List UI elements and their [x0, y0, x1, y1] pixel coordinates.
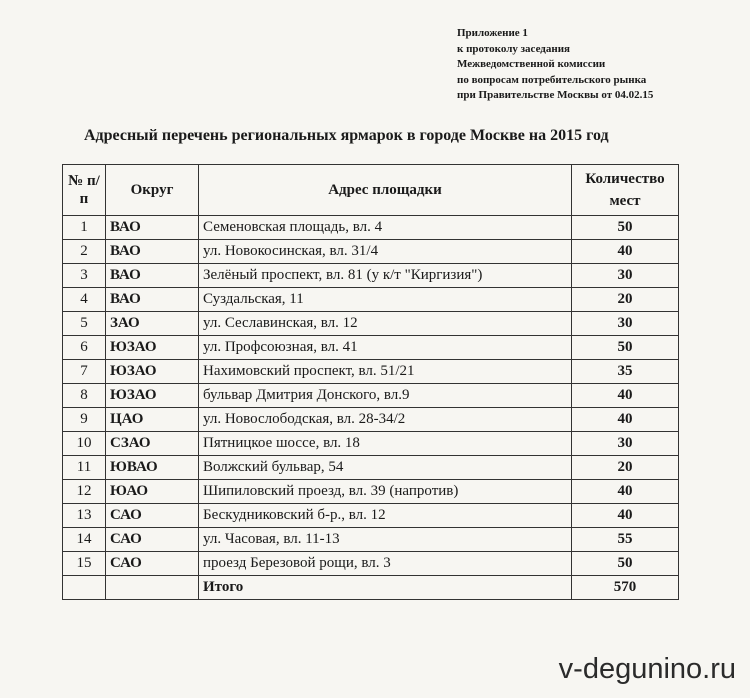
row-district: САО: [106, 504, 199, 528]
appendix-line: Приложение 1: [457, 27, 528, 39]
row-address: Пятницкое шоссе, вл. 18: [199, 432, 572, 456]
row-qty: 20: [572, 288, 679, 312]
table-row: [63, 552, 679, 576]
row-address: ул. Часовая, вл. 11-13: [199, 528, 572, 552]
row-address: ул. Профсоюзная, вл. 41: [199, 336, 572, 360]
row-district: ЮЗАО: [106, 336, 199, 360]
table-row: [63, 336, 679, 360]
appendix-note: [457, 26, 653, 104]
row-district: ЦАО: [106, 408, 199, 432]
row-qty: 55: [572, 528, 679, 552]
row-num: 1: [63, 216, 106, 240]
row-qty: 35: [572, 360, 679, 384]
row-qty: 50: [572, 216, 679, 240]
table-row: [63, 408, 679, 432]
row-address: Зелёный проспект, вл. 81 (у к/т "Киргизия"): [199, 264, 572, 288]
table-row: [63, 360, 679, 384]
row-qty: 40: [572, 408, 679, 432]
header-address: Адрес площадки: [199, 165, 572, 216]
row-address: ул. Новокосинская, вл. 31/4: [199, 240, 572, 264]
row-address: Семеновская площадь, вл. 4: [199, 216, 572, 240]
table-row: [63, 528, 679, 552]
table-row: [63, 384, 679, 408]
row-num: 2: [63, 240, 106, 264]
total-row: [63, 576, 679, 600]
appendix-line: по вопросам потребительского рынка: [457, 73, 647, 86]
row-address: Нахимовский проспект, вл. 51/21: [199, 360, 572, 384]
table-row: [63, 288, 679, 312]
row-num: 13: [63, 504, 106, 528]
fairs-table: [62, 164, 679, 600]
row-district: ЗАО: [106, 312, 199, 336]
table-row: [63, 264, 679, 288]
header-num: № п/п: [63, 165, 106, 216]
row-district: ЮЗАО: [106, 384, 199, 408]
row-district: СЗАО: [106, 432, 199, 456]
row-num: 5: [63, 312, 106, 336]
row-district: САО: [106, 528, 199, 552]
row-qty: 40: [572, 480, 679, 504]
row-num: 15: [63, 552, 106, 576]
row-num: 8: [63, 384, 106, 408]
table-row: [63, 240, 679, 264]
row-qty: 30: [572, 432, 679, 456]
row-address: бульвар Дмитрия Донского, вл.9: [199, 384, 572, 408]
row-qty: 50: [572, 336, 679, 360]
table-row: [63, 480, 679, 504]
row-district: ЮВАО: [106, 456, 199, 480]
appendix-line: Межведомственной комиссии: [457, 58, 606, 70]
header-district: Округ: [106, 165, 199, 216]
total-num-cell: [63, 576, 106, 600]
row-address: Волжский бульвар, 54: [199, 456, 572, 480]
total-label: Итого: [199, 576, 572, 600]
row-num: 7: [63, 360, 106, 384]
header-qty: Количество мест: [572, 165, 679, 216]
row-num: 11: [63, 456, 106, 480]
row-district: ВАО: [106, 264, 199, 288]
row-address: Шипиловский проезд, вл. 39 (напротив): [199, 480, 572, 504]
row-district: ВАО: [106, 216, 199, 240]
document-title: Адресный перечень региональных ярмарок в городе Москве на 2015 год: [84, 127, 609, 144]
row-num: 4: [63, 288, 106, 312]
table-header-row: [63, 165, 679, 216]
row-num: 9: [63, 408, 106, 432]
table-row: [63, 456, 679, 480]
row-address: ул. Сеславинская, вл. 12: [199, 312, 572, 336]
row-qty: 30: [572, 312, 679, 336]
table-row: [63, 312, 679, 336]
row-qty: 50: [572, 552, 679, 576]
appendix-line: при Правительстве Москвы от 04.02.15: [457, 89, 654, 101]
row-district: ВАО: [106, 240, 199, 264]
table-row: [63, 504, 679, 528]
site-watermark: v-degunino.ru: [558, 653, 736, 685]
row-address: Суздальская, 11: [199, 288, 572, 312]
row-address: ул. Новослободская, вл. 28-34/2: [199, 408, 572, 432]
total-district-cell: [106, 576, 199, 600]
row-qty: 30: [572, 264, 679, 288]
row-num: 10: [63, 432, 106, 456]
row-qty: 20: [572, 456, 679, 480]
row-district: САО: [106, 552, 199, 576]
row-qty: 40: [572, 504, 679, 528]
row-district: ЮАО: [106, 480, 199, 504]
table-row: [63, 432, 679, 456]
table-row: [63, 216, 679, 240]
row-num: 14: [63, 528, 106, 552]
appendix-line: к протоколу заседания: [457, 42, 570, 55]
total-qty: 570: [572, 576, 679, 600]
row-num: 6: [63, 336, 106, 360]
row-num: 3: [63, 264, 106, 288]
row-district: ЮЗАО: [106, 360, 199, 384]
row-address: проезд Березовой рощи, вл. 3: [199, 552, 572, 576]
row-num: 12: [63, 480, 106, 504]
row-address: Бескудниковский б-р., вл. 12: [199, 504, 572, 528]
row-district: ВАО: [106, 288, 199, 312]
row-qty: 40: [572, 240, 679, 264]
row-qty: 40: [572, 384, 679, 408]
